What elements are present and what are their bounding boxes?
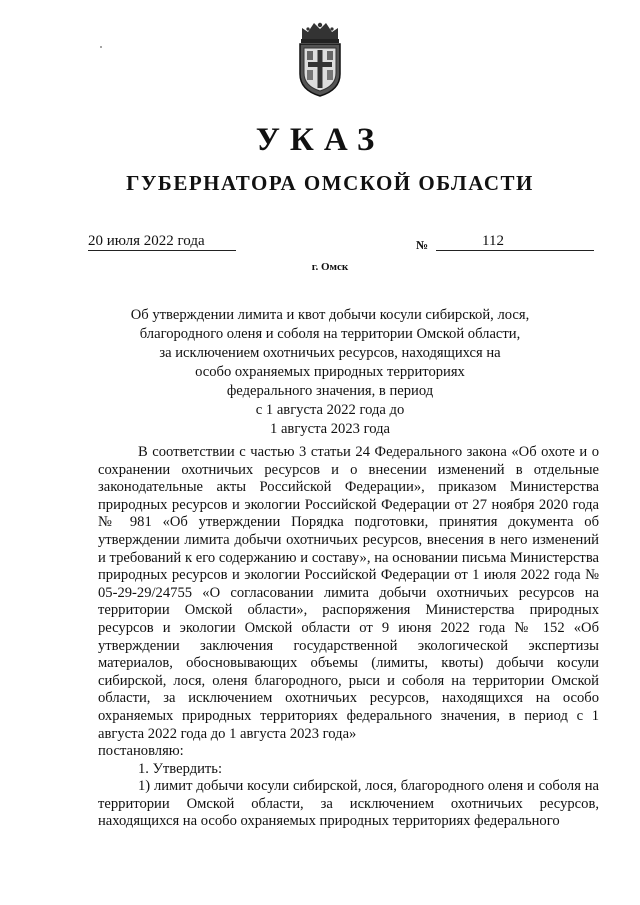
decree-body	[98, 444, 599, 831]
heading-line: федерального значения, в период	[226, 383, 434, 399]
preamble-paragraph: В соответствии с частью 3 статьи 24 Федерального закона «Об охоте и о сохранении охотничьих ресурсов и о внесении изменений в отдельные законодательные акты Российской Федерации», приказом Министерства природных ресурсов и экологии Российской Федерации от 27 ноября 2020 года № 981 «Об утверждении Порядка подготовки, принятия документа об утверждении лимита добычи охотничьих ресурсов, внесения в него изменений и требований к его содержанию и составу», на основании письма Министерства природных ресурсов и экологии Российской Федерации от 1 июля 2022 года № 05-29-29/24755 «О согласовании лимита добычи охотничьих ресурсов на территории Омской области», распоряжения Министерства природных ресурсов и экологии Омской области от 9 июня 2022 года № 152 «Об утверждении заключения государственной экологической экспертизы материалов, обосновывающих объемы (лимиты, квоты) добычи косули сибирской, лося, оленя благородного, рыси и соболя на территории Омской области, за исключением охотничьих ресурсов, находящихся на особо охраняемых природных территориях федерального значения, в период с 1 августа 2022 года до 1 августа 2023 года»	[98, 444, 599, 742]
heading-line: за исключением охотничьих ресурсов, находящихся на	[159, 345, 501, 361]
scan-speck	[100, 46, 102, 48]
decree-date: 20 июля 2022 года	[88, 232, 236, 251]
city-name: г. Омск	[311, 261, 349, 273]
decree-word: постановляю:	[98, 743, 184, 760]
issuer-title: ГУБЕРНАТОРА ОМСКОЙ ОБЛАСТИ	[126, 171, 534, 195]
heading-line: 1 августа 2023 года	[270, 421, 390, 437]
decree-heading	[120, 306, 540, 439]
item-1: 1. Утвердить:	[138, 760, 223, 777]
document-title: УКАЗ	[255, 122, 385, 158]
heading-line: особо охраняемых природных территориях	[195, 364, 465, 380]
item-1-subitem-1: 1) лимит добычи косули сибирской, лося, благородного оленя и соболя на территории Омской области, за исключением охотничьих ресурсов, находящихся на особо охраняемых природных территориях федерального	[98, 778, 599, 830]
number-sign: №	[416, 238, 429, 252]
heading-line: Об утверждении лимита и квот добычи косули сибирской, лося,	[130, 307, 530, 323]
decree-number: 112	[436, 232, 594, 251]
omsk-coat-of-arms-icon	[294, 20, 346, 98]
heading-line: благородного оленя и соболя на территории Омской области,	[139, 326, 521, 342]
heading-line: с 1 августа 2022 года до	[255, 402, 405, 418]
